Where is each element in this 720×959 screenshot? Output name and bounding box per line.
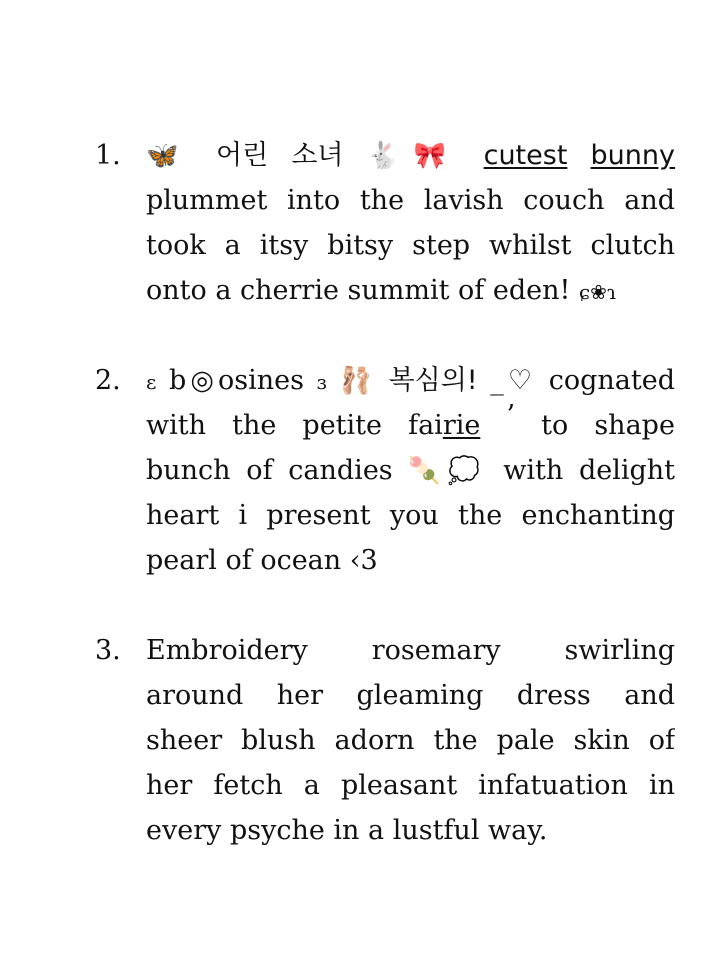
word: shape — [594, 410, 675, 441]
item-1-line-3: took a itsy bitsy step whilst clutch — [146, 230, 675, 261]
word: with — [146, 410, 206, 441]
item-1-line-2: plummet into the lavish couch and — [146, 185, 675, 216]
line-text: bunch of candies — [146, 455, 393, 486]
word: the — [232, 410, 277, 441]
list-number: 1. — [95, 140, 121, 171]
line-text: with delight — [503, 455, 675, 486]
underlined-word-part: rie — [442, 410, 481, 441]
item-2-line-5: pearl of ocean ‹3 — [146, 545, 378, 576]
open-bracket-decoration: ɛ — [146, 370, 157, 394]
numbered-list — [95, 133, 675, 898]
bunny-bow-icon: 🐇🎀 — [366, 141, 461, 171]
close-bracket-decoration: ɜ — [316, 370, 327, 394]
item-2-line-4: heart i present you the enchanting — [146, 500, 675, 531]
item-3-line-2: around her gleaming dress and — [146, 680, 675, 711]
butterfly-icon: 🦋 — [146, 141, 193, 171]
word: petite — [302, 410, 382, 441]
underlined-word: bunny — [590, 140, 675, 171]
list-number: 3. — [95, 635, 121, 666]
word-part: fai — [408, 410, 443, 441]
list-item-3 — [95, 628, 675, 853]
list-number: 2. — [95, 365, 121, 396]
item-3-line-1: Embroidery rosemary swirling — [146, 635, 675, 666]
item-2-line-2 — [146, 403, 675, 448]
item-1-line-1 — [146, 133, 675, 178]
item-2-line-3 — [146, 448, 675, 493]
dango-thought-icon: 🍡💭 — [408, 456, 488, 486]
item-2-line-1 — [146, 358, 675, 403]
item-3-line-4: her fetch a pleasant infatuation in — [146, 770, 675, 801]
ballet-shoes-icon: 🩰 — [339, 366, 376, 396]
korean-word: 복심의! — [388, 365, 478, 396]
korean-word: 어린 — [216, 140, 269, 171]
line-text: onto a cherrie summit of eden! — [146, 275, 571, 306]
item-3-line-5: every psyche in a lustful way. — [146, 815, 548, 846]
stylized-word: b◎osines — [169, 365, 304, 396]
list-item-1 — [95, 133, 675, 313]
list-item-2 — [95, 358, 675, 583]
item-3-line-3: sheer blush adorn the pale skin of — [146, 725, 675, 756]
word: to — [541, 410, 569, 441]
flower-decoration-icon: ɕ❀ɿ — [578, 280, 616, 304]
underlined-word: cutest — [483, 140, 568, 171]
line-text: _♡ cognated — [490, 365, 675, 396]
apostrophe-decoration: ’ — [506, 403, 516, 431]
korean-word: 소녀 — [291, 140, 344, 171]
word-fairie — [408, 410, 480, 441]
item-1-line-4 — [146, 268, 675, 313]
